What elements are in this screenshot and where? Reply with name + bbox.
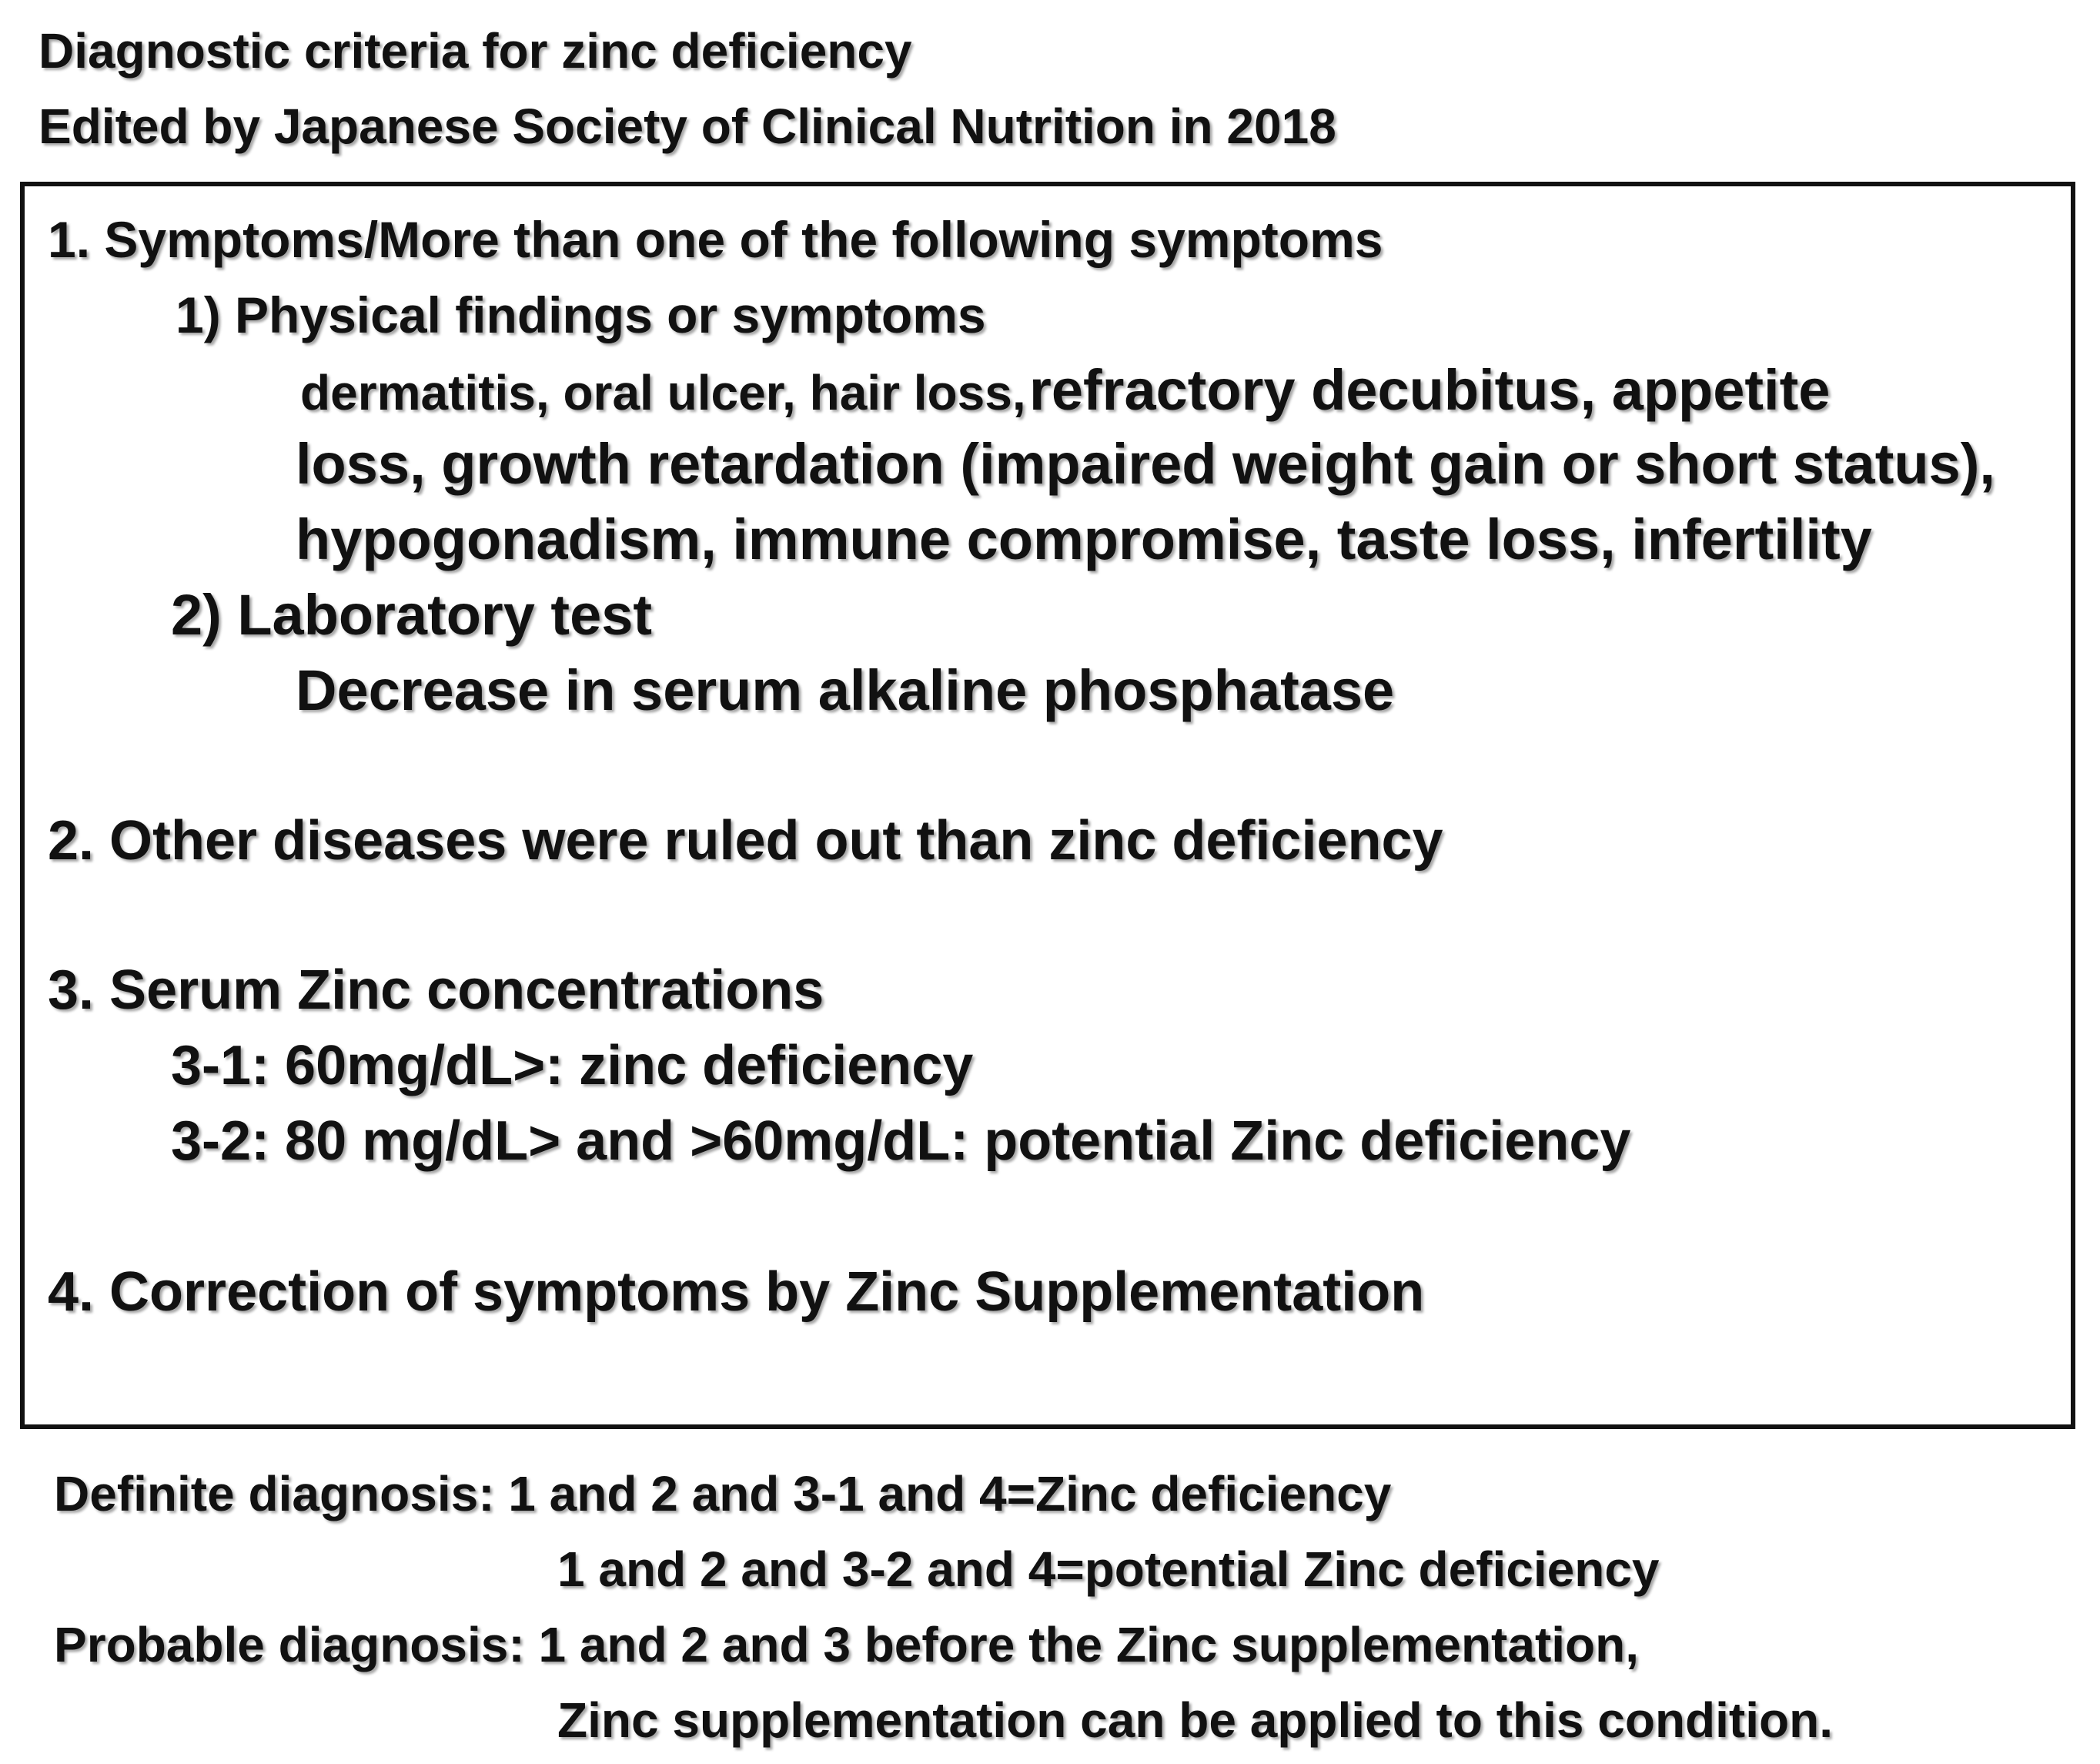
criterion-1-1-line-1a: dermatitis, oral ulcer, hair loss, bbox=[300, 365, 1026, 420]
criterion-3-heading: 3. Serum Zinc concentrations bbox=[48, 959, 824, 1021]
definite-diagnosis-value-1: 1 and 2 and 3-1 and 4=Zinc deficiency bbox=[508, 1466, 1392, 1521]
criterion-2-heading: 2. Other diseases were ruled out than zinc deficiency bbox=[48, 810, 1443, 872]
criterion-4-heading: 4. Correction of symptoms by Zinc Supplementation bbox=[48, 1261, 1425, 1323]
probable-diagnosis-value-2: Zinc supplementation can be applied to this condition. bbox=[557, 1692, 1833, 1748]
criterion-3-1: 3-1: 60mg/dL>: zinc deficiency bbox=[171, 1035, 974, 1096]
criterion-1-1-line-2: loss, growth retardation (impaired weight gain or short status), bbox=[296, 432, 1995, 496]
criterion-1-1-line-1 bbox=[300, 358, 1831, 422]
criterion-1-2-line-1: Decrease in serum alkaline phosphatase bbox=[296, 658, 1395, 722]
criterion-1-1-line-3: hypogonadism, immune compromise, taste loss, infertility bbox=[296, 507, 1872, 571]
probable-diagnosis-line-1 bbox=[54, 1617, 1639, 1672]
definite-diagnosis-value-2: 1 and 2 and 3-2 and 4=potential Zinc deficiency bbox=[557, 1541, 1660, 1597]
title-line-2: Edited by Japanese Society of Clinical Nutrition in 2018 bbox=[38, 99, 1336, 154]
probable-diagnosis-value-1: 1 and 2 and 3 before the Zinc supplementation, bbox=[538, 1617, 1639, 1672]
criterion-3-2: 3-2: 80 mg/dL> and >60mg/dL: potential Zinc deficiency bbox=[171, 1110, 1631, 1172]
title-line-1: Diagnostic criteria for zinc deficiency bbox=[38, 23, 912, 79]
definite-diagnosis-line-1 bbox=[54, 1466, 1392, 1521]
definite-diagnosis-label: Definite diagnosis: bbox=[54, 1466, 495, 1521]
criterion-1-heading: 1. Symptoms/More than one of the following symptoms bbox=[48, 211, 1383, 268]
criterion-1-1-heading: 1) Physical findings or symptoms bbox=[176, 286, 986, 343]
criterion-1-1-line-1b: refractory decubitus, appetite bbox=[1029, 358, 1831, 422]
probable-diagnosis-label: Probable diagnosis: bbox=[54, 1617, 525, 1672]
criterion-1-2-heading: 2) Laboratory test bbox=[171, 583, 653, 647]
